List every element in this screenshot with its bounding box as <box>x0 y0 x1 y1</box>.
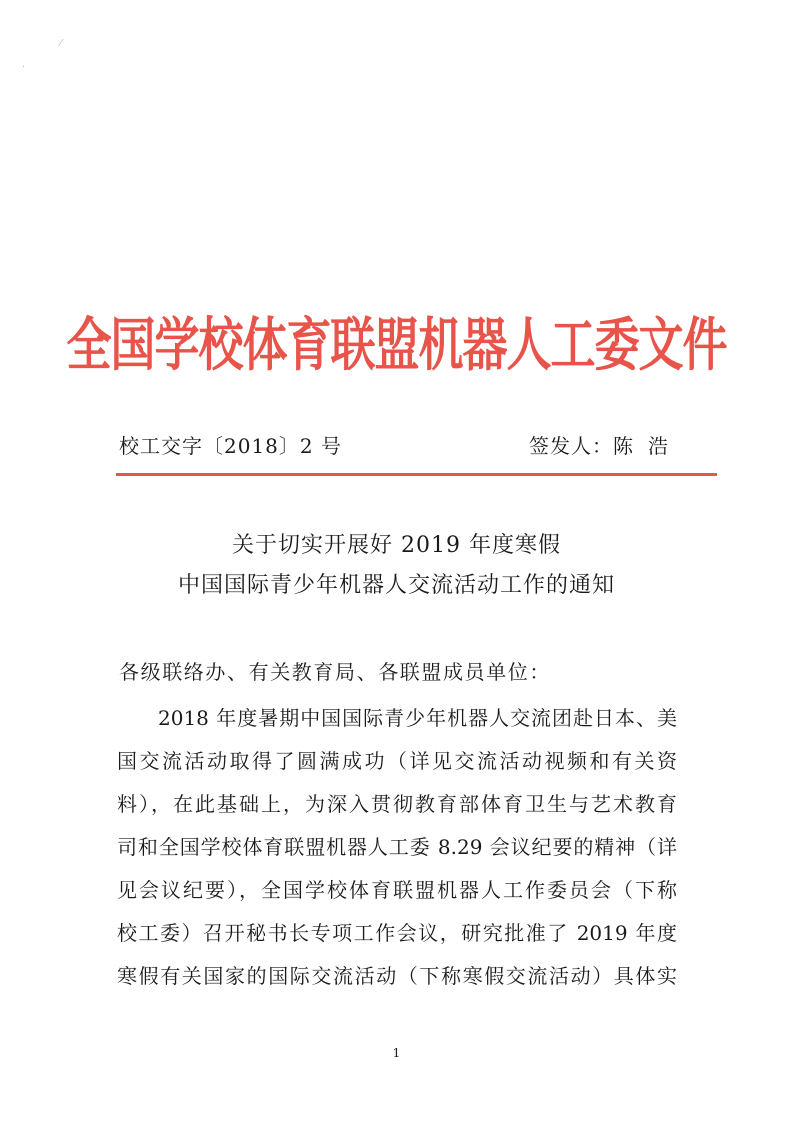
signer-name-last: 浩 <box>648 434 669 458</box>
scan-mark: ⁄ <box>60 38 62 49</box>
scan-mark: · <box>22 62 26 73</box>
body-line: 国交流活动取得了圆满成功（详见交流活动视频和有关资 <box>117 749 677 773</box>
body-line: 见会议纪要），全国学校体育联盟机器人工作委员会（下称 <box>117 878 677 902</box>
body-line: 2018 年度暑期中国国际青少年机器人交流团赴日本、美 <box>158 706 677 730</box>
page-number: 1 <box>392 1046 401 1060</box>
masthead-divider <box>116 473 717 476</box>
body-line: 校工委）召开秘书长专项工作会议，研究批准了 2019 年度 <box>117 921 677 945</box>
body-line: 司和全国学校体育联盟机器人工委 8.29 会议纪要的精神（详 <box>117 835 677 859</box>
notice-title-line-2: 中国国际青少年机器人交流活动工作的通知 <box>177 573 615 598</box>
salutation: 各级联络办、有关教育局、各联盟成员单位： <box>119 660 551 684</box>
body-line: 料），在此基础上，为深入贯彻教育部体育卫生与艺术教育 <box>117 792 677 816</box>
signer-label: 签发人： <box>529 434 613 458</box>
signer-name-first: 陈 <box>613 434 634 458</box>
body-line: 寒假有关国家的国际交流活动（下称寒假交流活动）具体实 <box>117 964 677 988</box>
document-number: 校工交字〔2018〕2 号 <box>119 434 342 458</box>
signer-line <box>529 432 669 460</box>
notice-title-line-1: 关于切实开展好 2019 年度寒假 <box>232 533 561 558</box>
document-masthead: 全国学校体育联盟机器人工委文件 <box>66 310 727 379</box>
